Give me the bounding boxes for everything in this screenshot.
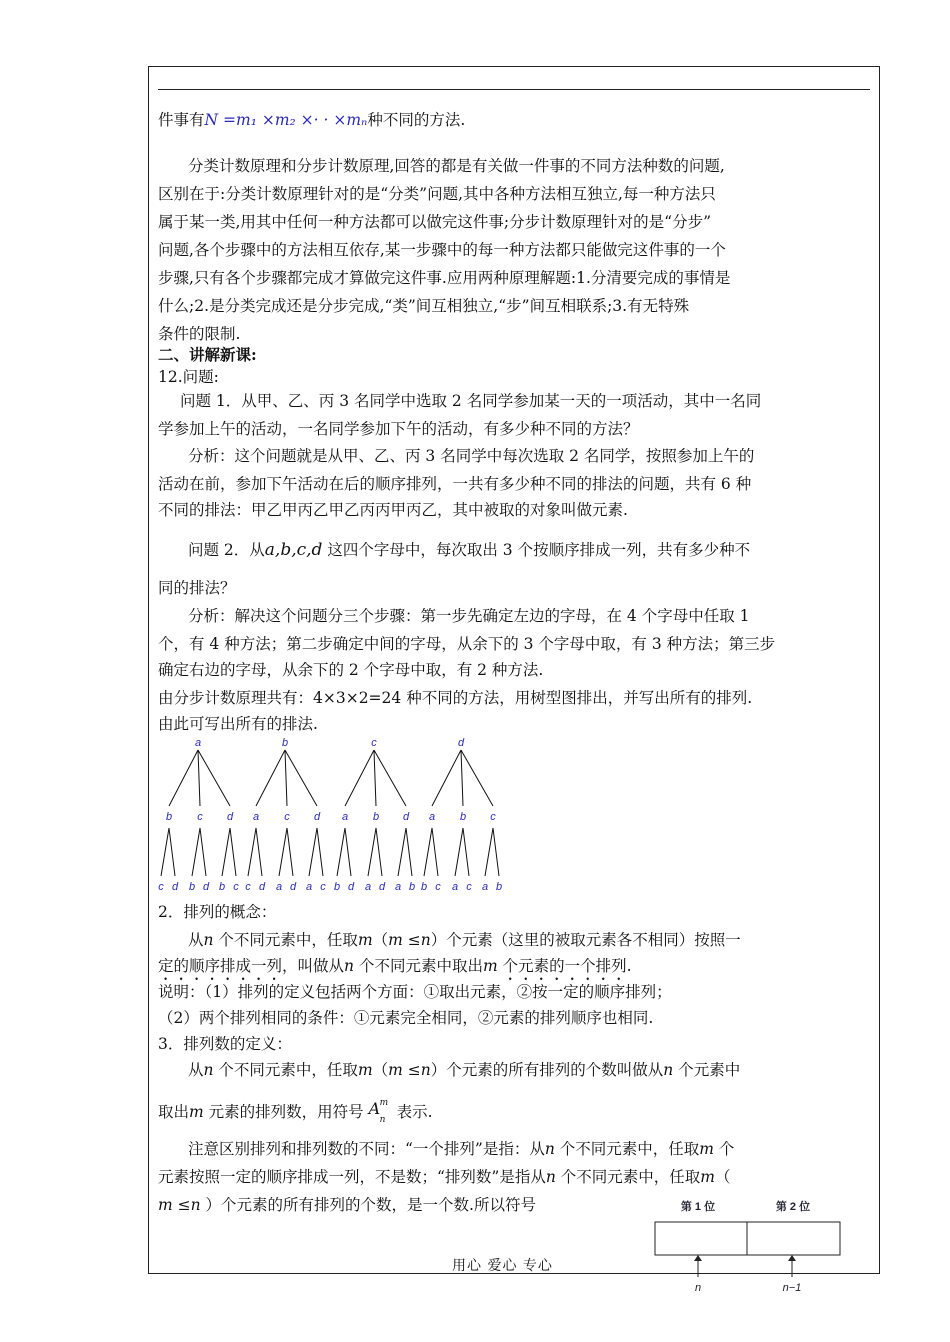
tree-leaf-branch-2 — [192, 828, 200, 876]
note-line-1: 说明：（1）排列的定义包括两个方面：①取出元素，②按一定的顺序排列； — [158, 983, 672, 1001]
letters-set: a,b,c,d — [264, 540, 323, 560]
tree-node-da: a — [428, 811, 436, 823]
permutation-symbol: A m n — [368, 1098, 389, 1125]
tree-root-b: b — [281, 737, 289, 749]
notice-line-1: 注意区别排列和排列数的不同：“一个排列”是指：从n 个不同元素中，任取m 个 — [188, 1140, 735, 1158]
principles-line-4: 问题,各个步骤中的方法相互依存,某一步骤中的每一种方法都只能做完这件事的一个 — [158, 241, 726, 259]
tree-leaf-branch-11 — [317, 828, 323, 876]
tree-branch-ac — [198, 750, 200, 806]
tree-leaf-branch-10 — [309, 828, 317, 876]
tree-node-bd: d — [313, 811, 321, 823]
tree-leaf-12: b — [333, 881, 341, 893]
tree-leaf-3: d — [202, 881, 210, 893]
tree-root-d: d — [457, 737, 465, 749]
tree-node-ad: d — [226, 811, 234, 823]
tree-leaf-branch-9 — [287, 828, 293, 876]
tree-leaf-0: c — [158, 881, 164, 893]
tree-leaf-21: c — [466, 881, 472, 893]
count-line-1: 从n 个不同元素中，任取m（m ≤n）个元素的所有排列的个数叫做从n 个元素中 — [188, 1061, 741, 1079]
tree-leaf-1: d — [171, 881, 179, 893]
tree-leaf-6: c — [245, 881, 251, 893]
tree-branch-ca — [345, 750, 374, 806]
tree-leaf-branch-7 — [256, 828, 262, 876]
position-box-2 — [747, 1222, 840, 1255]
tree-leaf-branch-6 — [248, 828, 256, 876]
count-line-2: 取出m 元素的排列数，用符号 A m n 表示. — [158, 1098, 433, 1125]
tree-leaf-branch-5 — [230, 828, 236, 876]
problem1-line-2: 学参加上午的活动，一名同学参加下午的活动，有多少种不同的方法？ — [158, 420, 639, 438]
tree-leaf-14: a — [364, 881, 372, 893]
tree-node-bc: c — [284, 811, 290, 823]
principles-line-5: 步骤,只有各个步骤都完成才算做完这件事.应用两种原理解题:1.分清要完成的事情是 — [158, 269, 731, 287]
arrow-1-head — [694, 1255, 702, 1261]
tree-leaf-10: a — [305, 881, 313, 893]
tree-branch-ad — [198, 750, 230, 806]
position-1-label: 第 1 位 — [680, 1201, 716, 1213]
analysis1-line-2: 活动在前，参加下午活动在后的顺序排列，一共有多少种不同的排法的问题，共有 6 种 — [158, 475, 752, 493]
tree-leaf-11: c — [320, 881, 326, 893]
tree-node-db: b — [459, 811, 467, 823]
tree-branch-ba — [256, 750, 285, 806]
tree-leaf-branch-15 — [376, 828, 382, 876]
arrow-1-label: n — [694, 1282, 702, 1294]
conclusion-line-2: 由此可写出所有的排法. — [158, 715, 318, 733]
tree-leaf-branch-16 — [398, 828, 406, 876]
tree-branch-db — [461, 750, 463, 806]
tree-leaf-branch-21 — [463, 828, 469, 876]
arrow-2-head — [788, 1255, 796, 1261]
tree-leaf-branch-18 — [424, 828, 432, 876]
tree-leaf-branch-20 — [455, 828, 463, 876]
tree-leaf-13: d — [347, 881, 355, 893]
analysis2-line-2: 个，有 4 种方法；第二步确定中间的字母，从余下的 3 个字母中取，有 3 种方法；第三步 — [158, 635, 776, 653]
principles-line-6: 什么;2.是分类完成还是分步完成,“类”间互相独立,“步”间互相联系;3.有无特殊 — [158, 297, 690, 315]
tree-root-c: c — [371, 737, 377, 749]
tree-leaf-18: b — [420, 881, 428, 893]
footer-motto: 用心 爱心 专心 — [452, 1258, 553, 1274]
tree-leaf-19: c — [435, 881, 441, 893]
principles-line-2: 区别在于:分类计数原理针对的是“分类”问题,其中各种方法相互独立,每一种方法只 — [158, 185, 716, 203]
notice-line-3: m ≤n ）个元素的所有排列的个数，是一个数.所以符号 — [158, 1196, 536, 1214]
problem2-line-1: 问题 2．从a,b,c,d 这四个字母中，每次取出 3 个按顺序排成一列，共有多少种不 — [188, 540, 751, 560]
question-header: 12.问题: — [158, 368, 219, 386]
tree-node-ba: a — [252, 811, 260, 823]
formula-line: 件事有N =m₁ ×m₂ ×· · ×mₙ种不同的方法. — [158, 111, 466, 129]
analysis1-line-3: 不同的排法：甲乙甲丙乙甲乙丙丙甲丙乙，其中被取的对象叫做元素. — [158, 501, 628, 519]
tree-node-ac: c — [197, 811, 203, 823]
position-box-1 — [655, 1222, 747, 1255]
analysis2-line-3: 确定右边的字母，从余下的 2 个字母中取，有 2 种方法. — [158, 661, 544, 679]
tree-root-a: a — [194, 737, 202, 749]
tree-leaf-17: b — [408, 881, 416, 893]
section-title: 二、讲解新课: — [158, 345, 257, 364]
tree-leaf-16: a — [394, 881, 402, 893]
principles-line-3: 属于某一类,用其中任何一种方法都可以做完这件事;分步计数原理针对的是“分步” — [158, 213, 711, 231]
position-2-label: 第 2 位 — [775, 1201, 811, 1213]
tree-node-ca: a — [341, 811, 349, 823]
tree-leaf-branch-13 — [345, 828, 351, 876]
tree-leaf-branch-23 — [493, 828, 499, 876]
tree-leaf-branch-3 — [200, 828, 206, 876]
tree-branch-bc — [285, 750, 287, 806]
principles-line-7: 条件的限制. — [158, 325, 241, 343]
analysis1-line-1: 分析：这个问题就是从甲、乙、丙 3 名同学中每次选取 2 名同学，按照参加上午的 — [188, 447, 755, 465]
tree-leaf-branch-19 — [432, 828, 438, 876]
tree-leaf-5: c — [233, 881, 239, 893]
tree-branch-ab — [169, 750, 198, 806]
tree-leaf-branch-17 — [406, 828, 412, 876]
position-box-diagram — [650, 1195, 850, 1300]
problem1-line-1: 问题 1．从甲、乙、丙 3 名同学中选取 2 名同学参加某一天的一项活动，其中一名同 — [180, 392, 762, 410]
tree-leaf-23: b — [495, 881, 503, 893]
principles-line-1: 分类计数原理和分步计数原理,回答的都是有关做一件事的不同方法种数的问题, — [188, 157, 725, 175]
tree-leaf-9: d — [289, 881, 297, 893]
tree-branch-cd — [374, 750, 406, 806]
tree-leaf-branch-14 — [368, 828, 376, 876]
tree-node-cb: b — [372, 811, 380, 823]
tree-leaf-20: a — [451, 881, 459, 893]
note-line-2: （2）两个排列相同的条件：①元素完全相同，②元素的排列顺序也相同. — [158, 1009, 654, 1027]
tree-node-dc: c — [490, 811, 496, 823]
tree-node-cd: d — [402, 811, 410, 823]
tree-leaf-branch-1 — [169, 828, 175, 876]
definition-line-1: 从n 个不同元素中，任取m（m ≤n）个元素（这里的被取元素各不相同）按照一 — [188, 931, 741, 949]
tree-leaf-branch-4 — [222, 828, 230, 876]
tree-leaf-branch-0 — [161, 828, 169, 876]
tree-branch-dc — [461, 750, 493, 806]
analysis2-line-1: 分析：解决这个问题分三个步骤：第一步先确定左边的字母，在 4 个字母中任取 1 — [188, 607, 750, 625]
tree-branch-bd — [285, 750, 317, 806]
tree-leaf-15: d — [378, 881, 386, 893]
tree-leaf-branch-22 — [485, 828, 493, 876]
tree-node-ab: b — [165, 811, 173, 823]
tree-leaf-7: d — [258, 881, 266, 893]
header-rule — [158, 89, 870, 90]
definition-line-2: 定的顺序排成一列，叫做从n 个不同元素中取出m 个元素的一个排列. — [158, 957, 632, 975]
notice-line-2: 元素按照一定的顺序排成一列，不是数；“排列数”是指从n 个不同元素中，任取m（ — [158, 1168, 731, 1186]
tree-diagram — [150, 732, 530, 897]
problem2-line-2: 同的排法？ — [158, 579, 236, 597]
tree-leaf-branch-12 — [337, 828, 345, 876]
tree-leaf-4: b — [218, 881, 226, 893]
count-definition-header: 3．排列数的定义： — [158, 1035, 292, 1053]
tree-leaf-2: b — [188, 881, 196, 893]
conclusion-line-1: 由分步计数原理共有：4×3×2=24 种不同的方法，用树型图排出，并写出所有的排列. — [158, 689, 753, 707]
product-formula: N =m₁ ×m₂ ×· · ×mₙ — [204, 111, 368, 129]
definition-header: 2．排列的概念： — [158, 903, 277, 921]
tree-leaf-22: a — [481, 881, 489, 893]
tree-leaf-branch-8 — [279, 828, 287, 876]
tree-branch-da — [432, 750, 461, 806]
tree-branch-cb — [374, 750, 376, 806]
tree-leaf-8: a — [275, 881, 283, 893]
arrow-2-label: n−1 — [782, 1282, 802, 1294]
